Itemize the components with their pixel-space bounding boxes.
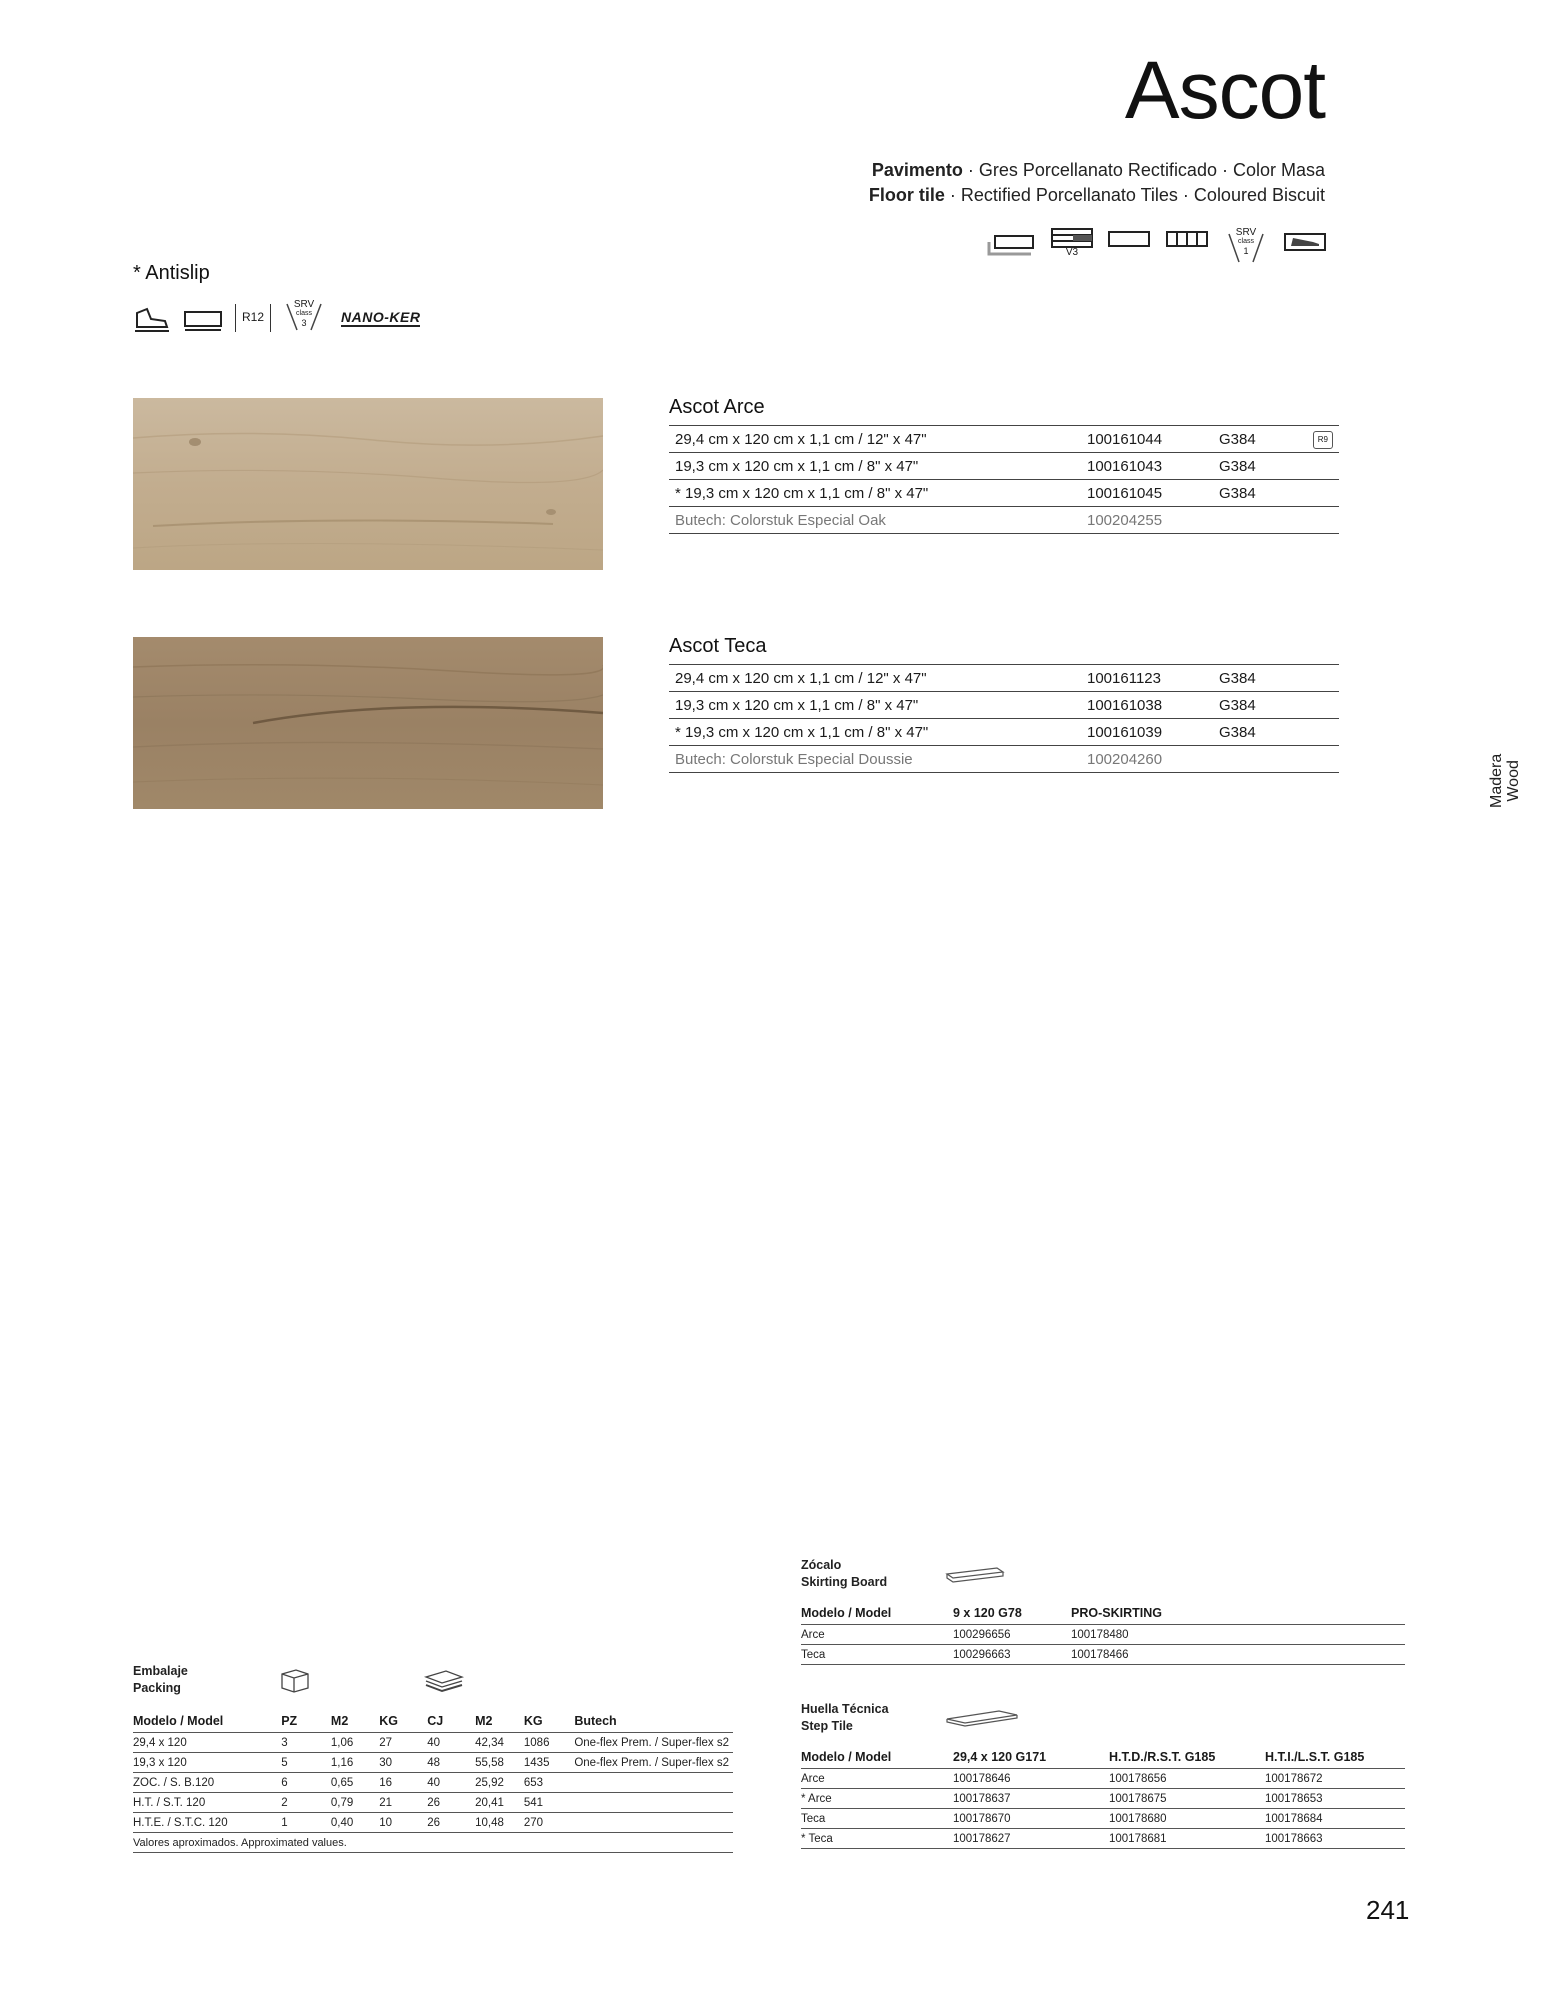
packing-label: Embalaje Packing: [133, 1664, 188, 1695]
table-row: * 19,3 cm x 120 cm x 1,1 cm / 8" x 47" 100161045 G384: [669, 480, 1339, 507]
table-row: Arce 100296656 100178480: [801, 1625, 1405, 1645]
table-row: H.T.E. / S.T.C. 120 1 0,40 10 26 10,48 270: [133, 1813, 733, 1833]
step-tile-table: [801, 1742, 1405, 1849]
shoe-slip-icon: [1283, 228, 1327, 254]
table-note-row: Valores aproximados. Approximated values.: [133, 1833, 733, 1853]
srv-class-1-icon: SRV class 1: [1223, 228, 1269, 272]
table-row: 19,3 cm x 120 cm x 1,1 cm / 8" x 47" 100161038 G384: [669, 692, 1339, 719]
table-row: * Teca 100178627 100178681 100178663: [801, 1829, 1405, 1849]
table-row: Teca 100178670 100178680 100178684: [801, 1809, 1405, 1829]
skirting-label: Zócalo Skirting Board: [801, 1558, 888, 1589]
product-table: [669, 425, 1339, 534]
packing-table: [133, 1706, 733, 1853]
table-row: Teca 100296663 100178466: [801, 1645, 1405, 1665]
antislip-label: * Antislip: [133, 262, 210, 284]
swatch-ascot-teca: [133, 637, 603, 809]
v3-icon: V3: [1051, 228, 1093, 258]
table-row: ZOC. / S. B.120 6 0,65 16 40 25,92 653: [133, 1773, 733, 1793]
side-category-label: Madera Wood: [1488, 753, 1522, 808]
swatch-ascot-arce: [133, 398, 603, 570]
subtitle: [869, 158, 1325, 208]
product-name: Ascot Arce: [669, 396, 765, 418]
step-tile-icon: [945, 1707, 1019, 1729]
product-ascot-teca: [669, 635, 1339, 773]
table-row: H.T. / S.T. 120 2 0,79 21 26 20,41 541: [133, 1793, 733, 1813]
table-row: * 19,3 cm x 120 cm x 1,1 cm / 8" x 47" 100161039 G384: [669, 719, 1339, 746]
r12-icon: R12: [235, 304, 271, 332]
wood-planks-icon: [1165, 228, 1209, 250]
packing-section: [133, 1660, 733, 1853]
box-icon: [278, 1666, 312, 1694]
table-header-row: Modelo / Model PZ M2 KG CJ M2 KG Butech: [133, 1714, 617, 1728]
table-row: * Arce 100178637 100178675 100178653: [801, 1789, 1405, 1809]
table-row: Butech: Colorstuk Especial Oak 100204255: [669, 507, 1339, 534]
skirting-section: [801, 1556, 1405, 1665]
table-row: 29,4 cm x 120 cm x 1,1 cm / 12" x 47" 100161123 G384: [669, 665, 1339, 692]
product-ascot-arce: [669, 396, 1339, 534]
skirting-table: [801, 1598, 1405, 1665]
subtitle-en: Floor tile · Rectified Porcellanato Tiles · Coloured Biscuit: [868, 185, 1325, 205]
table-row: Butech: Colorstuk Especial Doussie 100204260: [669, 746, 1339, 773]
product-name: Ascot Teca: [669, 635, 767, 657]
table-row: 19,3 x 120 5 1,16 30 48 55,58 1435 One-flex Prem. / Super-flex s2: [133, 1753, 733, 1773]
table-row: 19,3 cm x 120 cm x 1,1 cm / 8" x 47" 100161043 G384: [669, 453, 1339, 480]
table-row: Arce 100178646 100178656 100178672: [801, 1769, 1405, 1789]
step-tile-section: [801, 1700, 1405, 1849]
table-header-row: Modelo / Model 9 x 120 G78 PRO-SKIRTING: [801, 1606, 1162, 1620]
antislip-icons: [133, 298, 420, 338]
nanoker-logo: NANO-KER: [341, 309, 421, 325]
step-tile-label: Huella Técnica Step Tile: [801, 1702, 889, 1733]
r9-badge: R9: [1313, 431, 1333, 449]
shoe-icon: [133, 303, 171, 333]
product-table: [669, 664, 1339, 773]
table-row: 29,4 x 120 3 1,06 27 40 42,34 1086 One-flex Prem. / Super-flex s2: [133, 1733, 733, 1753]
table-row: 29,4 cm x 120 cm x 1,1 cm / 12" x 47" 100161044 G384 R9: [669, 426, 1339, 453]
srv-class-3-icon: SRV class 3: [283, 298, 325, 338]
floor-tile-icon: [987, 228, 1037, 256]
skirting-board-icon: [945, 1564, 1005, 1584]
outdoor-floor-icon: [183, 304, 223, 332]
pallet-icon: [422, 1667, 466, 1693]
table-header-row: Modelo / Model 29,4 x 120 G171 H.T.D./R.S.T. G185 H.T.I./L.S.T. G185: [801, 1750, 1365, 1764]
rectified-edge-icon: [1107, 228, 1151, 250]
page-number: 241: [1366, 1895, 1410, 1925]
tile-properties-icons: [987, 228, 1327, 272]
page-title: Ascot: [1124, 45, 1325, 136]
subtitle-es: Pavimento · Gres Porcellanato Rectificado · Color Masa: [871, 160, 1325, 180]
